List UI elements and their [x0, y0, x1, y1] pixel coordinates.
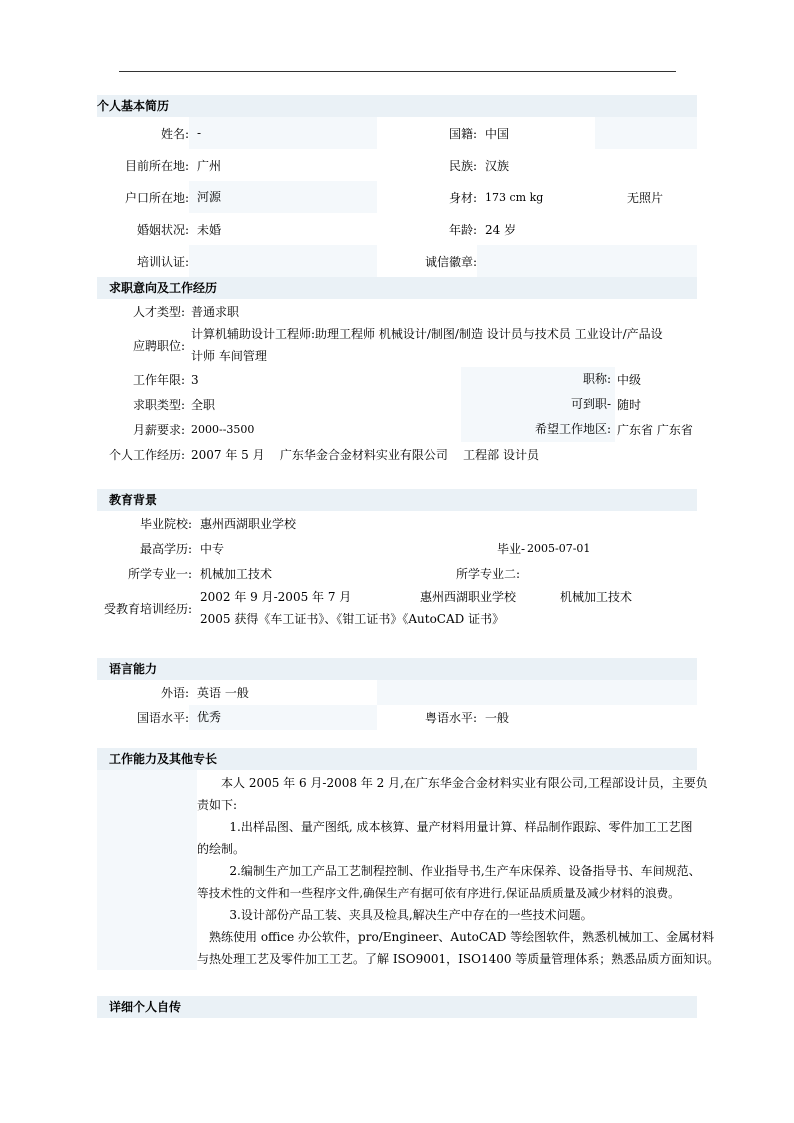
- mandarin-label: 国语水平:: [136, 711, 189, 725]
- photo-placeholder: 无照片: [627, 190, 664, 205]
- marital-label: 婚姻状况:: [136, 222, 189, 237]
- salary-label: 月薪要求:: [132, 423, 185, 437]
- name-value: -: [189, 117, 377, 149]
- section-basic-title: 个人基本简历: [97, 95, 697, 117]
- exp-label: 个人工作经历:: [108, 448, 185, 462]
- region-label: 希望工作地区:: [461, 417, 615, 442]
- major1-value: 机械加工技术: [200, 567, 273, 581]
- section-skills-title: 工作能力及其他专长: [97, 748, 697, 770]
- talent-label: 人才类型:: [132, 304, 185, 319]
- body-label: 身材:: [448, 190, 477, 205]
- body-value: 173 cm kg: [485, 190, 544, 204]
- training-label: 培训认证:: [136, 254, 189, 269]
- age-label: 年龄:: [448, 222, 477, 237]
- major1-label: 所学专业一:: [127, 567, 192, 581]
- marital-value: 未婚: [197, 222, 222, 237]
- degree-label: 最高学历:: [139, 542, 192, 556]
- section-job-title: 求职意向及工作经历: [97, 277, 697, 299]
- ethnicity-value: 汉族: [485, 158, 510, 173]
- foreign-value: 英语 一般: [197, 686, 249, 700]
- header-rule: [119, 71, 676, 72]
- section-intro-title: 详细个人自传: [97, 996, 697, 1018]
- school-label: 毕业院校:: [139, 517, 192, 531]
- type-value: 全职: [191, 398, 216, 412]
- cantonese-label: 粤语水平:: [424, 711, 477, 725]
- credit-value: [477, 245, 697, 277]
- nationality-value: 中国: [485, 126, 510, 141]
- available-value: 随时: [617, 398, 642, 412]
- major2-label: 所学专业二:: [455, 567, 520, 581]
- hukou-label: 户口所在地:: [124, 190, 189, 205]
- talent-value: 普通求职: [191, 304, 240, 319]
- school-value: 惠州西湖职业学校: [200, 517, 297, 531]
- position-value: 计算机辅助设计工程师:助理工程师 机械设计/制图/制造 设计员与技术员 工业设计/产品设 计师 车间管理: [191, 327, 663, 363]
- name-label: 姓名:: [160, 126, 189, 141]
- nationality-label: 国籍:: [448, 126, 477, 141]
- position-label: 应聘职位:: [132, 338, 185, 353]
- grad-value: 2005-07-01: [527, 542, 591, 555]
- grad-label: 毕业-: [496, 542, 525, 556]
- section-lang-title: 语言能力: [97, 658, 697, 680]
- years-value: 3: [191, 372, 199, 387]
- rank-value: 中级: [617, 373, 642, 387]
- ethnicity-label: 民族:: [448, 158, 477, 173]
- salary-value: 2000--3500: [191, 423, 255, 436]
- available-label: 可到职-: [461, 392, 615, 417]
- age-value: 24 岁: [485, 222, 517, 237]
- cantonese-value: 一般: [485, 711, 510, 725]
- train-label: 受教育培训经历:: [103, 601, 192, 616]
- train-value: 2002 年 9 月-2005 年 7 月 惠州西湖职业学校 机械加工技术 2005 获得《车工证书》、《钳工证书》《AutoCAD 证书》: [200, 590, 633, 626]
- degree-value: 中专: [200, 542, 225, 556]
- region-value: 广东省 广东省: [617, 423, 693, 437]
- type-label: 求职类型:: [132, 398, 185, 412]
- years-label: 工作年限:: [132, 373, 185, 387]
- location-value: 广州: [197, 158, 222, 173]
- rank-label: 职称:: [461, 367, 615, 392]
- skills-text: 本人 2005 年 6 月-2008 年 2 月,在广东华金合金材料实业有限公司,工程部设计员，主要负 责如下: 1.出样品图、量产图纸, 成本核算、量产材料用量计算、样品制作跟踪、零件加工工艺图 的绘制。 2.编制生产加工产品工艺制程控制、作业指导书,生产车床保养、设备指导书、车间规范、 等技术性的文件和一些程序文件,确保生产有据可依有序进行,保证品质质量及减少材料的浪费。 3.设计部份产品工装、夹具及检具,解决生产中存在的一些技术问题。 熟练使用 office 办公软件，pro/Engineer、AutoCAD 等绘图软件，熟悉机械加工、金属材料 与热处理工艺及零件加工工艺。了解 ISO9001，ISO1400 等质量管理体系；熟悉品质方面知识。: [197, 776, 720, 966]
- exp-value: 2007 年 5 月 广东华金合金材料实业有限公司 工程部 设计员: [191, 448, 539, 462]
- credit-label: 诚信徽章:: [424, 254, 477, 269]
- resume: [97, 95, 720, 1018]
- training-value: [189, 245, 377, 277]
- section-edu-title: 教育背景: [97, 489, 697, 511]
- foreign-label: 外语:: [160, 686, 189, 700]
- mandarin-value: 优秀: [189, 705, 377, 730]
- hukou-value: 河源: [189, 181, 377, 213]
- location-label: 目前所在地:: [124, 158, 189, 173]
